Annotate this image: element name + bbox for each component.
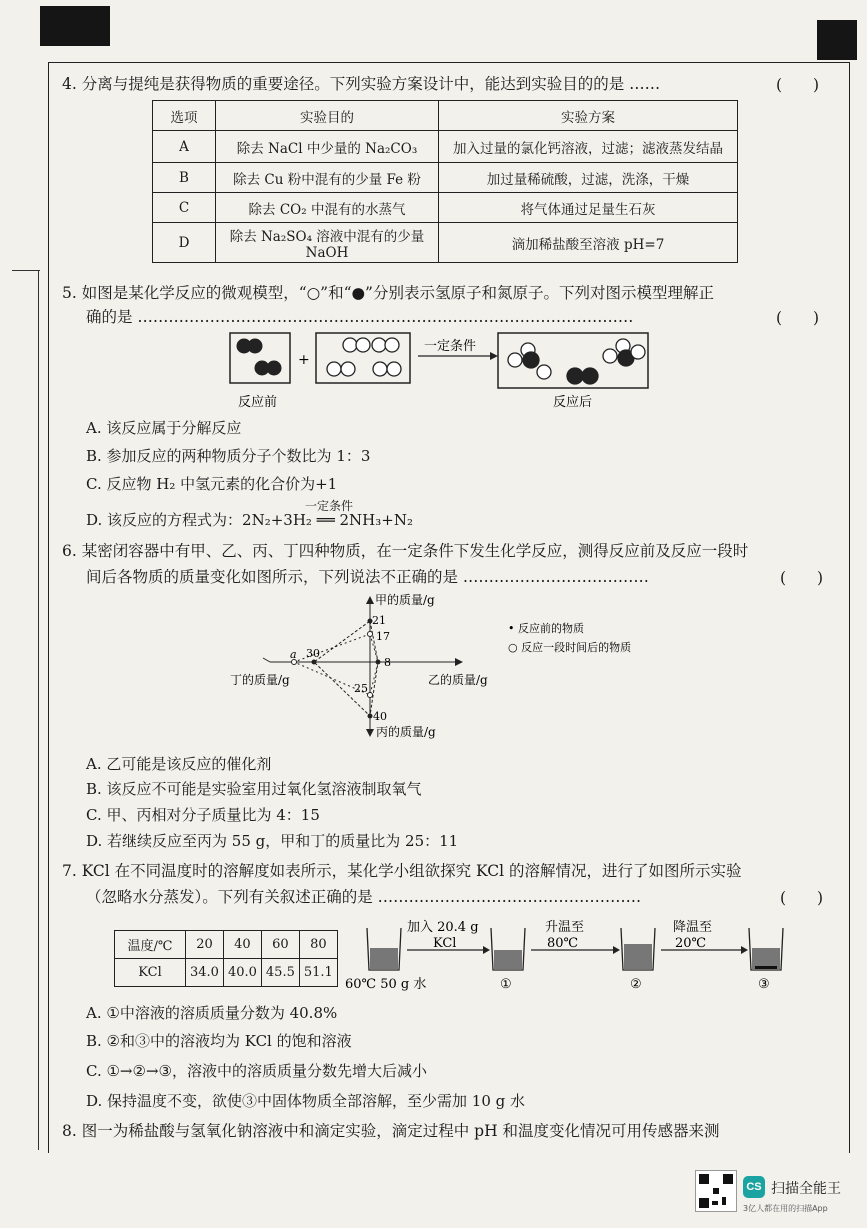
value-label: 21 xyxy=(372,614,386,627)
table-cell: A xyxy=(153,131,216,163)
table-cell: 51.1 xyxy=(299,959,337,987)
choice-b: B. 该反应不可能是实验室用过氧化氢溶液制取氧气 xyxy=(86,780,422,798)
table-cell: 除去 Cu 粉中混有的少量 Fe 粉 xyxy=(216,163,439,193)
choice-d: D. 保持温度不变，欲使③中固体物质全部溶解，至少需加 10 g 水 xyxy=(86,1092,526,1110)
choice-b: B. 参加反应的两种物质分子个数比为 1：3 xyxy=(86,447,371,465)
margin-line xyxy=(12,270,40,271)
table-header: 选项 xyxy=(153,101,216,131)
table-header: 40 xyxy=(223,931,261,959)
choice-c: C. 反应物 H₂ 中氢元素的化合价为+1 xyxy=(86,475,338,493)
margin-line xyxy=(38,270,39,1150)
axis-label: 乙的质量/g xyxy=(428,673,488,687)
answer-paren: ( ) xyxy=(780,569,824,587)
axis-label: 甲的质量/g xyxy=(375,593,435,607)
table-cell: 34.0 xyxy=(186,959,224,987)
q7-stem: 7. KCl 在不同温度时的溶解度如表所示，某化学小组欲探究 KCl 的溶解情况，进行了如图所示实验 xyxy=(62,862,742,880)
step-label: 80℃ xyxy=(547,936,579,951)
experiment-diagram xyxy=(345,918,795,998)
q7-stem: （忽略水分蒸发）。下列有关叙述正确的是 …………………………………………… xyxy=(86,888,642,906)
step-label: 加入 20.4 g xyxy=(407,920,479,935)
choice-d: D. 若继续反应至丙为 55 g，甲和丁的质量比为 25：11 xyxy=(86,832,459,850)
answer-paren: ( ) xyxy=(780,889,824,907)
value-label: 8 xyxy=(384,656,391,669)
legend-item: • 反应前的物质 xyxy=(508,622,584,635)
value-label: 25 xyxy=(354,682,368,695)
q4-table xyxy=(152,100,738,263)
choice-c: C. 甲、丙相对分子质量比为 4：15 xyxy=(86,806,320,824)
reaction-model-diagram xyxy=(228,328,658,413)
choice-d: D. 该反应的方程式为：2N₂+3H₂ ══ 2NH₃+N₂ xyxy=(86,511,413,529)
brand-logo: CS xyxy=(743,1176,765,1198)
start-label: 60℃ 50 g 水 xyxy=(345,977,427,992)
svg-text:+: + xyxy=(298,352,310,368)
brand-name: 扫描全能王 xyxy=(771,1181,841,1197)
table-header: 80 xyxy=(299,931,337,959)
table-cell: 除去 Na₂SO₄ 溶液中混有的少量 NaOH xyxy=(216,223,439,263)
table-header: 温度/℃ xyxy=(115,931,186,959)
table-header: 实验方案 xyxy=(439,101,738,131)
q5-stem: 确的是 …………………………………………………………………………………… xyxy=(86,308,634,326)
table-cell: 加过量稀硫酸，过滤，洗涤，干燥 xyxy=(439,163,738,193)
solubility-table xyxy=(114,930,338,987)
answer-paren: ( ) xyxy=(776,309,820,327)
before-label: 反应前 xyxy=(238,395,278,410)
value-label: 30 xyxy=(306,647,320,660)
beaker-mark: ① xyxy=(500,977,512,992)
step-label: 降温至 xyxy=(673,920,713,935)
step-label: 20℃ xyxy=(675,936,707,951)
brand-tagline: 3亿人都在用的扫描App xyxy=(743,1204,828,1213)
value-label: 40 xyxy=(373,710,387,723)
qr-code-icon xyxy=(695,1170,737,1212)
equation-condition: 一定条件 xyxy=(305,499,354,513)
table-cell: B xyxy=(153,163,216,193)
beaker-mark: ② xyxy=(630,977,642,992)
choice-c: C. ①→②→③，溶液中的溶质质量分数先增大后减小 xyxy=(86,1062,427,1080)
beaker-mark: ③ xyxy=(758,977,770,992)
table-cell: 45.5 xyxy=(261,959,299,987)
q4-stem: 4. 分离与提纯是获得物质的重要途径。下列实验方案设计中，能达到实验目的的是 …… xyxy=(62,75,661,93)
step-label: KCl xyxy=(433,936,457,951)
table-header: 60 xyxy=(261,931,299,959)
table-header: 20 xyxy=(186,931,224,959)
table-cell: 加入过量的氯化钙溶液，过滤；滤液蒸发结晶 xyxy=(439,131,738,163)
table-cell: 将气体通过足量生石灰 xyxy=(439,193,738,223)
table-cell: 除去 CO₂ 中混有的水蒸气 xyxy=(216,193,439,223)
table-cell: C xyxy=(153,193,216,223)
table-cell: D xyxy=(153,223,216,263)
legend-item: ○ 反应一段时间后的物质 xyxy=(508,641,632,654)
choice-a: A. ①中溶液的溶质质量分数为 40.8% xyxy=(86,1004,338,1022)
q8-stem: 8. 图一为稀盐酸与氢氧化钠溶液中和滴定实验，滴定过程中 pH 和温度变化情况可用传感器来测 xyxy=(62,1122,720,1140)
value-label: 17 xyxy=(376,630,390,643)
value-label: a xyxy=(290,648,297,661)
q5-stem: 5. 如图是某化学反应的微观模型，“○”和“●”分别表示氢原子和氮原子。下列对图示模型理解正 xyxy=(62,284,714,302)
table-cell: 除去 NaCl 中少量的 Na₂CO₃ xyxy=(216,131,439,163)
condition-label: 一定条件 xyxy=(424,339,477,354)
q6-stem: 6. 某密闭容器中有甲、乙、丙、丁四种物质，在一定条件下发生化学反应，测得反应前及反应一段时 xyxy=(62,542,749,560)
mass-change-diagram xyxy=(230,592,680,742)
after-label: 反应后 xyxy=(553,395,593,410)
table-cell: 40.0 xyxy=(223,959,261,987)
choice-a: A. 该反应属于分解反应 xyxy=(86,419,242,437)
table-cell: 滴加稀盐酸至溶液 pH=7 xyxy=(439,223,738,263)
q6-stem: 间后各物质的质量变化如图所示，下列说法不正确的是 ……………………………… xyxy=(86,568,649,586)
scan-corner-mark xyxy=(40,6,110,46)
choice-a: A. 乙可能是该反应的催化剂 xyxy=(86,755,272,773)
scanner-watermark xyxy=(695,1170,855,1220)
step-label: 升温至 xyxy=(545,920,585,935)
table-cell: KCl xyxy=(115,959,186,987)
scan-corner-mark xyxy=(817,20,857,60)
choice-b: B. ②和③中的溶液均为 KCl 的饱和溶液 xyxy=(86,1032,352,1050)
axis-label: 丙的质量/g xyxy=(376,725,436,739)
axis-label: 丁的质量/g xyxy=(230,673,290,687)
table-header: 实验目的 xyxy=(216,101,439,131)
answer-paren: ( ) xyxy=(776,76,820,94)
